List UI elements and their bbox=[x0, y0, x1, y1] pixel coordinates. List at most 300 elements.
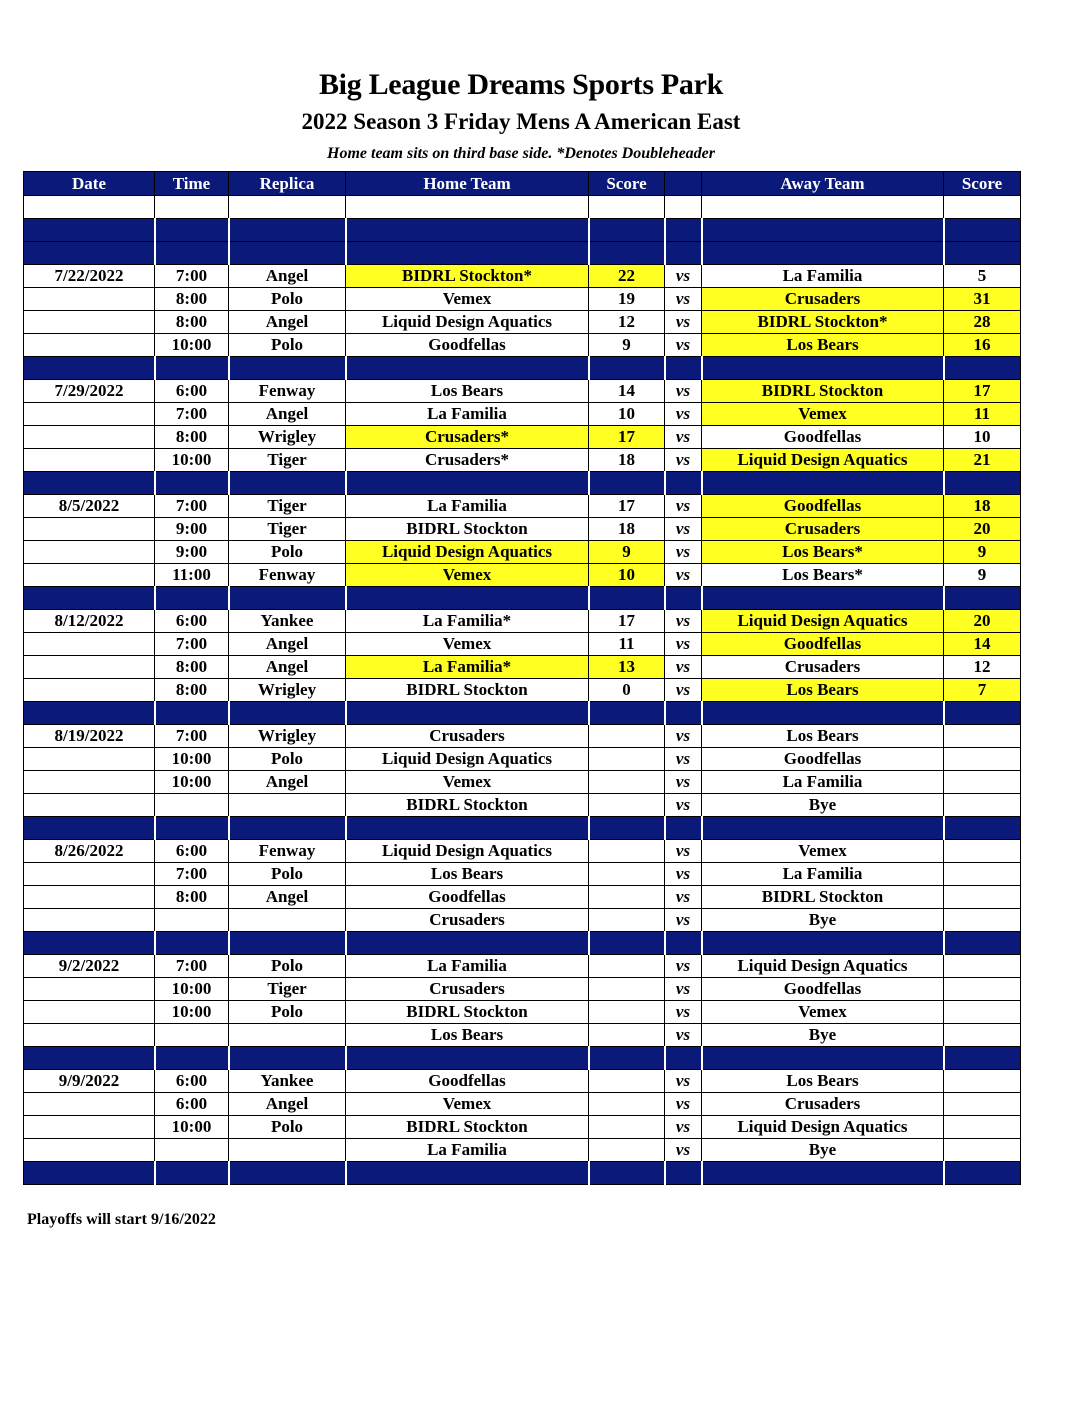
away-score-cell bbox=[944, 863, 1021, 886]
away-team-cell: Los Bears bbox=[702, 1070, 944, 1093]
home-score-cell: 9 bbox=[589, 541, 665, 564]
away-score-cell: 5 bbox=[944, 265, 1021, 288]
separator-cell bbox=[346, 587, 589, 610]
vs-cell: vs bbox=[665, 541, 702, 564]
week-separator-row bbox=[24, 1047, 1021, 1070]
separator-cell bbox=[24, 587, 155, 610]
home-score-cell bbox=[589, 1024, 665, 1047]
separator-cell bbox=[944, 472, 1021, 495]
replica-cell: Wrigley bbox=[229, 725, 346, 748]
home-team-cell: Vemex bbox=[346, 771, 589, 794]
separator-cell bbox=[589, 242, 665, 265]
separator-cell bbox=[944, 587, 1021, 610]
vs-cell: vs bbox=[665, 288, 702, 311]
date-cell bbox=[24, 449, 155, 472]
home-score-cell bbox=[589, 909, 665, 932]
separator-cell bbox=[665, 817, 702, 840]
game-row bbox=[24, 886, 1021, 909]
vs-cell: vs bbox=[665, 886, 702, 909]
time-cell bbox=[155, 1024, 229, 1047]
vs-cell: vs bbox=[665, 840, 702, 863]
vs-cell: vs bbox=[665, 656, 702, 679]
date-cell bbox=[24, 196, 155, 219]
header-vs bbox=[665, 172, 702, 196]
vs-cell: vs bbox=[665, 518, 702, 541]
away-team-cell: Crusaders bbox=[702, 288, 944, 311]
home-score-cell bbox=[589, 771, 665, 794]
away-team-cell: BIDRL Stockton bbox=[702, 886, 944, 909]
home-score-cell bbox=[589, 978, 665, 1001]
game-row bbox=[24, 311, 1021, 334]
separator-cell bbox=[702, 472, 944, 495]
home-team-cell: Crusaders bbox=[346, 909, 589, 932]
home-score-cell bbox=[589, 1001, 665, 1024]
away-score-cell: 21 bbox=[944, 449, 1021, 472]
separator-cell bbox=[665, 932, 702, 955]
playoffs-note: Playoffs will start 9/16/2022 bbox=[27, 1211, 216, 1228]
away-score-cell bbox=[944, 1139, 1021, 1162]
date-cell: 9/9/2022 bbox=[24, 1070, 155, 1093]
home-team-cell: Crusaders* bbox=[346, 449, 589, 472]
week-separator-row bbox=[24, 932, 1021, 955]
separator-cell bbox=[702, 817, 944, 840]
separator-cell bbox=[665, 702, 702, 725]
away-team-cell: Crusaders bbox=[702, 518, 944, 541]
home-score-cell: 12 bbox=[589, 311, 665, 334]
vs-cell: vs bbox=[665, 610, 702, 633]
away-team-cell: Crusaders bbox=[702, 1093, 944, 1116]
time-cell bbox=[155, 794, 229, 817]
separator-cell bbox=[702, 587, 944, 610]
game-row bbox=[24, 771, 1021, 794]
vs-cell: vs bbox=[665, 564, 702, 587]
away-score-cell: 12 bbox=[944, 656, 1021, 679]
away-team-cell: La Familia bbox=[702, 265, 944, 288]
away-score-cell bbox=[944, 196, 1021, 219]
vs-cell: vs bbox=[665, 1139, 702, 1162]
separator-cell bbox=[665, 1162, 702, 1185]
away-score-cell bbox=[944, 1001, 1021, 1024]
away-team-cell: Crusaders bbox=[702, 656, 944, 679]
home-team-cell: Crusaders bbox=[346, 725, 589, 748]
home-team-cell: La Familia bbox=[346, 955, 589, 978]
home-team-cell: Vemex bbox=[346, 633, 589, 656]
away-score-cell: 18 bbox=[944, 495, 1021, 518]
time-cell: 6:00 bbox=[155, 610, 229, 633]
vs-cell: vs bbox=[665, 1024, 702, 1047]
separator-cell bbox=[702, 219, 944, 242]
game-row bbox=[24, 518, 1021, 541]
home-score-cell bbox=[589, 196, 665, 219]
separator-cell bbox=[155, 1162, 229, 1185]
separator-cell bbox=[155, 817, 229, 840]
date-cell bbox=[24, 1001, 155, 1024]
home-team-cell: Vemex bbox=[346, 564, 589, 587]
home-team-cell: Los Bears bbox=[346, 1024, 589, 1047]
game-row bbox=[24, 1116, 1021, 1139]
home-team-cell: Los Bears bbox=[346, 380, 589, 403]
separator-cell bbox=[589, 702, 665, 725]
away-score-cell bbox=[944, 886, 1021, 909]
home-score-cell bbox=[589, 863, 665, 886]
replica-cell: Tiger bbox=[229, 449, 346, 472]
game-row bbox=[24, 863, 1021, 886]
date-cell bbox=[24, 886, 155, 909]
separator-cell bbox=[589, 1162, 665, 1185]
separator-cell bbox=[346, 472, 589, 495]
game-row bbox=[24, 564, 1021, 587]
away-team-cell: Los Bears* bbox=[702, 541, 944, 564]
game-row bbox=[24, 748, 1021, 771]
away-score-cell bbox=[944, 1116, 1021, 1139]
away-team-cell: Liquid Design Aquatics bbox=[702, 955, 944, 978]
separator-cell bbox=[155, 932, 229, 955]
date-cell: 8/12/2022 bbox=[24, 610, 155, 633]
home-team-cell: La Familia* bbox=[346, 656, 589, 679]
time-cell: 6:00 bbox=[155, 380, 229, 403]
home-team-cell: La Familia bbox=[346, 1139, 589, 1162]
game-row bbox=[24, 334, 1021, 357]
date-cell bbox=[24, 564, 155, 587]
away-team-cell: Goodfellas bbox=[702, 978, 944, 1001]
date-cell bbox=[24, 633, 155, 656]
week-separator-row bbox=[24, 702, 1021, 725]
home-score-cell bbox=[589, 1070, 665, 1093]
date-cell bbox=[24, 1093, 155, 1116]
week-separator-row bbox=[24, 817, 1021, 840]
header-home-team: Home Team bbox=[346, 172, 589, 196]
week-separator-row bbox=[24, 587, 1021, 610]
away-team-cell: Goodfellas bbox=[702, 426, 944, 449]
home-score-cell bbox=[589, 748, 665, 771]
separator-cell bbox=[155, 219, 229, 242]
time-cell: 8:00 bbox=[155, 288, 229, 311]
home-score-cell: 11 bbox=[589, 633, 665, 656]
date-cell bbox=[24, 288, 155, 311]
separator-cell bbox=[229, 219, 346, 242]
vs-cell: vs bbox=[665, 978, 702, 1001]
away-team-cell: BIDRL Stockton bbox=[702, 380, 944, 403]
separator-cell bbox=[589, 357, 665, 380]
away-score-cell: 20 bbox=[944, 610, 1021, 633]
separator-cell bbox=[346, 1162, 589, 1185]
time-cell: 6:00 bbox=[155, 1093, 229, 1116]
home-score-cell: 14 bbox=[589, 380, 665, 403]
home-score-cell: 22 bbox=[589, 265, 665, 288]
away-team-cell: Liquid Design Aquatics bbox=[702, 449, 944, 472]
time-cell: 8:00 bbox=[155, 311, 229, 334]
replica-cell: Tiger bbox=[229, 978, 346, 1001]
separator-cell bbox=[346, 817, 589, 840]
separator-cell bbox=[155, 357, 229, 380]
separator-cell bbox=[24, 472, 155, 495]
replica-cell: Polo bbox=[229, 1116, 346, 1139]
header-away-team: Away Team bbox=[702, 172, 944, 196]
vs-cell: vs bbox=[665, 794, 702, 817]
date-cell bbox=[24, 541, 155, 564]
time-cell: 7:00 bbox=[155, 863, 229, 886]
separator-cell bbox=[702, 1047, 944, 1070]
replica-cell bbox=[229, 1024, 346, 1047]
home-score-cell bbox=[589, 1093, 665, 1116]
replica-cell: Angel bbox=[229, 265, 346, 288]
separator-cell bbox=[589, 1047, 665, 1070]
date-cell bbox=[24, 1139, 155, 1162]
time-cell: 6:00 bbox=[155, 1070, 229, 1093]
vs-cell: vs bbox=[665, 955, 702, 978]
replica-cell: Polo bbox=[229, 1001, 346, 1024]
game-row bbox=[24, 288, 1021, 311]
home-score-cell: 17 bbox=[589, 495, 665, 518]
separator-cell bbox=[944, 817, 1021, 840]
separator-cell bbox=[24, 219, 155, 242]
away-team-cell: Bye bbox=[702, 794, 944, 817]
separator-cell bbox=[229, 702, 346, 725]
vs-cell: vs bbox=[665, 1001, 702, 1024]
away-score-cell: 7 bbox=[944, 679, 1021, 702]
replica-cell: Fenway bbox=[229, 564, 346, 587]
separator-cell bbox=[346, 242, 589, 265]
schedule-table bbox=[23, 171, 1021, 1185]
away-score-cell bbox=[944, 1070, 1021, 1093]
separator-cell bbox=[702, 702, 944, 725]
replica-cell: Yankee bbox=[229, 610, 346, 633]
header-time: Time bbox=[155, 172, 229, 196]
away-score-cell bbox=[944, 978, 1021, 1001]
home-team-cell: Liquid Design Aquatics bbox=[346, 541, 589, 564]
week-separator-row bbox=[24, 219, 1021, 242]
separator-cell bbox=[229, 932, 346, 955]
replica-cell: Angel bbox=[229, 633, 346, 656]
page-subtitle: 2022 Season 3 Friday Mens A American East bbox=[301, 109, 741, 134]
replica-cell bbox=[229, 196, 346, 219]
home-score-cell bbox=[589, 886, 665, 909]
home-team-cell: BIDRL Stockton bbox=[346, 1116, 589, 1139]
header-replica: Replica bbox=[229, 172, 346, 196]
away-score-cell bbox=[944, 909, 1021, 932]
away-score-cell bbox=[944, 771, 1021, 794]
vs-cell: vs bbox=[665, 449, 702, 472]
game-row bbox=[24, 610, 1021, 633]
separator-cell bbox=[24, 1162, 155, 1185]
date-cell bbox=[24, 1116, 155, 1139]
home-score-cell: 18 bbox=[589, 518, 665, 541]
game-row bbox=[24, 265, 1021, 288]
replica-cell: Polo bbox=[229, 863, 346, 886]
vs-cell: vs bbox=[665, 909, 702, 932]
away-score-cell bbox=[944, 1093, 1021, 1116]
time-cell: 10:00 bbox=[155, 449, 229, 472]
game-row bbox=[24, 380, 1021, 403]
game-row bbox=[24, 196, 1021, 219]
separator-cell bbox=[346, 1047, 589, 1070]
vs-cell bbox=[665, 196, 702, 219]
replica-cell: Wrigley bbox=[229, 679, 346, 702]
replica-cell: Wrigley bbox=[229, 426, 346, 449]
separator-cell bbox=[944, 702, 1021, 725]
home-score-cell: 9 bbox=[589, 334, 665, 357]
replica-cell: Polo bbox=[229, 748, 346, 771]
separator-cell bbox=[346, 357, 589, 380]
home-team-cell: Liquid Design Aquatics bbox=[346, 748, 589, 771]
time-cell: 11:00 bbox=[155, 564, 229, 587]
home-team-cell: La Familia bbox=[346, 495, 589, 518]
away-team-cell: Los Bears bbox=[702, 725, 944, 748]
vs-cell: vs bbox=[665, 334, 702, 357]
away-score-cell: 31 bbox=[944, 288, 1021, 311]
time-cell: 8:00 bbox=[155, 679, 229, 702]
home-score-cell: 17 bbox=[589, 610, 665, 633]
vs-cell: vs bbox=[665, 426, 702, 449]
separator-cell bbox=[229, 1047, 346, 1070]
separator-cell bbox=[944, 932, 1021, 955]
away-team-cell: Goodfellas bbox=[702, 748, 944, 771]
game-row bbox=[24, 656, 1021, 679]
date-cell bbox=[24, 679, 155, 702]
home-score-cell: 17 bbox=[589, 426, 665, 449]
date-cell bbox=[24, 863, 155, 886]
home-team-cell bbox=[346, 196, 589, 219]
time-cell: 6:00 bbox=[155, 840, 229, 863]
separator-cell bbox=[24, 817, 155, 840]
replica-cell: Polo bbox=[229, 288, 346, 311]
home-score-cell bbox=[589, 1139, 665, 1162]
vs-cell: vs bbox=[665, 1093, 702, 1116]
replica-cell: Polo bbox=[229, 955, 346, 978]
week-separator-row bbox=[24, 472, 1021, 495]
away-team-cell: Bye bbox=[702, 1139, 944, 1162]
away-score-cell bbox=[944, 955, 1021, 978]
away-score-cell bbox=[944, 725, 1021, 748]
separator-cell bbox=[155, 702, 229, 725]
away-score-cell: 20 bbox=[944, 518, 1021, 541]
vs-cell: vs bbox=[665, 380, 702, 403]
away-team-cell: Vemex bbox=[702, 403, 944, 426]
separator-cell bbox=[229, 472, 346, 495]
separator-cell bbox=[665, 587, 702, 610]
home-team-cell: Vemex bbox=[346, 288, 589, 311]
away-team-cell: Liquid Design Aquatics bbox=[702, 1116, 944, 1139]
separator-cell bbox=[346, 219, 589, 242]
away-team-cell: Los Bears bbox=[702, 679, 944, 702]
separator-cell bbox=[155, 472, 229, 495]
away-team-cell: Liquid Design Aquatics bbox=[702, 610, 944, 633]
away-team-cell: Los Bears bbox=[702, 334, 944, 357]
home-team-cell: Vemex bbox=[346, 1093, 589, 1116]
vs-cell: vs bbox=[665, 311, 702, 334]
schedule-body bbox=[24, 196, 1021, 1185]
time-cell: 10:00 bbox=[155, 978, 229, 1001]
away-score-cell: 9 bbox=[944, 541, 1021, 564]
separator-cell bbox=[155, 587, 229, 610]
away-team-cell: Goodfellas bbox=[702, 633, 944, 656]
date-cell bbox=[24, 978, 155, 1001]
time-cell: 7:00 bbox=[155, 403, 229, 426]
separator-cell bbox=[229, 357, 346, 380]
away-score-cell: 9 bbox=[944, 564, 1021, 587]
time-cell: 7:00 bbox=[155, 633, 229, 656]
date-cell: 8/19/2022 bbox=[24, 725, 155, 748]
vs-cell: vs bbox=[665, 265, 702, 288]
replica-cell: Tiger bbox=[229, 518, 346, 541]
separator-cell bbox=[155, 242, 229, 265]
replica-cell bbox=[229, 794, 346, 817]
time-cell: 10:00 bbox=[155, 334, 229, 357]
time-cell: 7:00 bbox=[155, 495, 229, 518]
home-team-cell: Goodfellas bbox=[346, 1070, 589, 1093]
date-cell bbox=[24, 518, 155, 541]
separator-cell bbox=[229, 817, 346, 840]
game-row bbox=[24, 541, 1021, 564]
home-team-cell: BIDRL Stockton bbox=[346, 1001, 589, 1024]
separator-cell bbox=[589, 587, 665, 610]
away-team-cell bbox=[702, 196, 944, 219]
replica-cell: Fenway bbox=[229, 840, 346, 863]
home-score-cell bbox=[589, 840, 665, 863]
replica-cell: Angel bbox=[229, 656, 346, 679]
date-cell bbox=[24, 334, 155, 357]
separator-cell bbox=[589, 472, 665, 495]
date-cell bbox=[24, 311, 155, 334]
game-row bbox=[24, 725, 1021, 748]
game-row bbox=[24, 1093, 1021, 1116]
away-team-cell: La Familia bbox=[702, 771, 944, 794]
separator-cell bbox=[589, 817, 665, 840]
time-cell: 10:00 bbox=[155, 1116, 229, 1139]
home-score-cell: 18 bbox=[589, 449, 665, 472]
week-separator-row bbox=[24, 242, 1021, 265]
separator-cell bbox=[944, 1162, 1021, 1185]
away-team-cell: Los Bears* bbox=[702, 564, 944, 587]
date-cell bbox=[24, 909, 155, 932]
week-separator-row bbox=[24, 357, 1021, 380]
date-cell bbox=[24, 426, 155, 449]
header-row bbox=[24, 172, 1021, 196]
replica-cell bbox=[229, 909, 346, 932]
home-team-cell: La Familia bbox=[346, 403, 589, 426]
date-cell bbox=[24, 1024, 155, 1047]
game-row bbox=[24, 403, 1021, 426]
separator-cell bbox=[229, 242, 346, 265]
away-score-cell: 28 bbox=[944, 311, 1021, 334]
replica-cell bbox=[229, 1139, 346, 1162]
home-team-cell: Liquid Design Aquatics bbox=[346, 840, 589, 863]
away-team-cell: La Familia bbox=[702, 863, 944, 886]
date-cell bbox=[24, 656, 155, 679]
separator-cell bbox=[944, 357, 1021, 380]
home-team-cell: Crusaders bbox=[346, 978, 589, 1001]
separator-cell bbox=[24, 357, 155, 380]
separator-cell bbox=[944, 1047, 1021, 1070]
time-cell: 7:00 bbox=[155, 725, 229, 748]
separator-cell bbox=[702, 1162, 944, 1185]
replica-cell: Tiger bbox=[229, 495, 346, 518]
home-team-cell: BIDRL Stockton bbox=[346, 518, 589, 541]
separator-cell bbox=[24, 1047, 155, 1070]
separator-cell bbox=[944, 219, 1021, 242]
away-team-cell: Goodfellas bbox=[702, 495, 944, 518]
away-score-cell: 11 bbox=[944, 403, 1021, 426]
home-team-cell: Crusaders* bbox=[346, 426, 589, 449]
separator-cell bbox=[665, 357, 702, 380]
home-team-cell: Los Bears bbox=[346, 863, 589, 886]
away-score-cell: 17 bbox=[944, 380, 1021, 403]
replica-cell: Fenway bbox=[229, 380, 346, 403]
header-away-score: Score bbox=[944, 172, 1021, 196]
vs-cell: vs bbox=[665, 403, 702, 426]
separator-cell bbox=[702, 242, 944, 265]
separator-cell bbox=[702, 357, 944, 380]
